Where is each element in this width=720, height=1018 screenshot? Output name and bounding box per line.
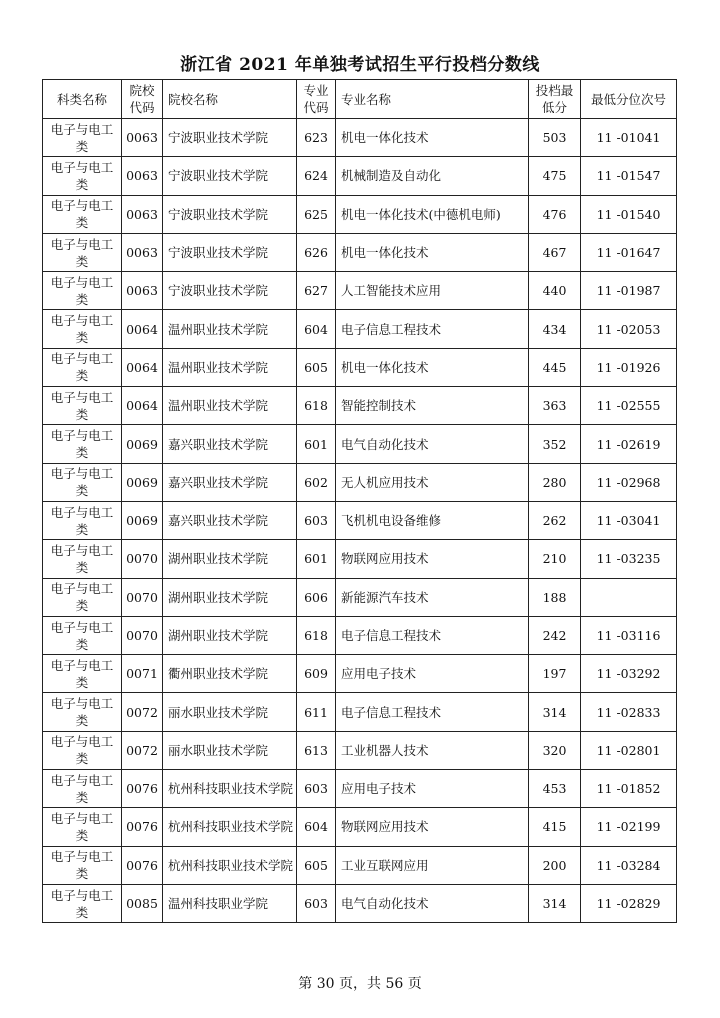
cell-school-code: 0063 xyxy=(122,233,163,271)
cell-min-score: 314 xyxy=(529,884,581,922)
cell-min-score: 262 xyxy=(529,501,581,539)
table-row xyxy=(43,655,677,693)
table-body xyxy=(43,119,677,923)
cell-school-code: 0072 xyxy=(122,731,163,769)
cell-major-code: 604 xyxy=(297,808,336,846)
cell-school-code: 0064 xyxy=(122,348,163,386)
page-footer: 第 30 页，共 56 页 xyxy=(298,976,422,992)
table-row xyxy=(43,501,677,539)
cell-min-rank: 11 -02801 xyxy=(581,731,677,769)
cell-school-name: 嘉兴职业技术学院 xyxy=(163,425,297,463)
cell-school-code: 0070 xyxy=(122,616,163,654)
cell-category: 电子与电工类 xyxy=(43,731,122,769)
cell-major-name: 机电一体化技术 xyxy=(336,233,529,271)
table-row xyxy=(43,119,677,157)
cell-school-code: 0076 xyxy=(122,846,163,884)
table-row xyxy=(43,233,677,271)
cell-min-score: 314 xyxy=(529,693,581,731)
cell-school-code: 0070 xyxy=(122,540,163,578)
cell-school-code: 0072 xyxy=(122,693,163,731)
cell-min-score: 503 xyxy=(529,119,581,157)
cell-school-code: 0064 xyxy=(122,387,163,425)
cell-school-name: 宁波职业技术学院 xyxy=(163,119,297,157)
cell-major-name: 新能源汽车技术 xyxy=(336,578,529,616)
table-row xyxy=(43,693,677,731)
cell-school-code: 0085 xyxy=(122,884,163,922)
table-row xyxy=(43,272,677,310)
table-row xyxy=(43,731,677,769)
cell-major-code: 603 xyxy=(297,501,336,539)
cell-category: 电子与电工类 xyxy=(43,616,122,654)
table-row xyxy=(43,463,677,501)
cell-min-score: 467 xyxy=(529,233,581,271)
cell-major-code: 602 xyxy=(297,463,336,501)
cell-min-rank: 11 -02968 xyxy=(581,463,677,501)
table-row xyxy=(43,884,677,922)
cell-major-name: 机电一体化技术 xyxy=(336,348,529,386)
cell-min-rank: 11 -01540 xyxy=(581,195,677,233)
header-category: 科类名称 xyxy=(43,80,122,119)
cell-min-score: 188 xyxy=(529,578,581,616)
cell-major-name: 电子信息工程技术 xyxy=(336,616,529,654)
cell-category: 电子与电工类 xyxy=(43,540,122,578)
cell-category: 电子与电工类 xyxy=(43,884,122,922)
cell-min-score: 445 xyxy=(529,348,581,386)
cell-min-rank: 11 -02833 xyxy=(581,693,677,731)
cell-min-score: 363 xyxy=(529,387,581,425)
cell-school-code: 0063 xyxy=(122,119,163,157)
cell-school-code: 0069 xyxy=(122,501,163,539)
cell-major-code: 601 xyxy=(297,540,336,578)
header-major-name: 专业名称 xyxy=(336,80,529,119)
cell-major-code: 603 xyxy=(297,884,336,922)
cell-major-code: 601 xyxy=(297,425,336,463)
cell-school-code: 0071 xyxy=(122,655,163,693)
cell-major-code: 626 xyxy=(297,233,336,271)
cell-major-name: 应用电子技术 xyxy=(336,770,529,808)
cell-school-code: 0070 xyxy=(122,578,163,616)
cell-major-name: 工业机器人技术 xyxy=(336,731,529,769)
cell-school-name: 丽水职业技术学院 xyxy=(163,731,297,769)
cell-major-code: 627 xyxy=(297,272,336,310)
cell-major-name: 工业互联网应用 xyxy=(336,846,529,884)
header-min-rank: 最低分位次号 xyxy=(581,80,677,119)
cell-category: 电子与电工类 xyxy=(43,501,122,539)
table-row xyxy=(43,846,677,884)
cell-major-name: 电气自动化技术 xyxy=(336,425,529,463)
cell-school-name: 温州职业技术学院 xyxy=(163,387,297,425)
cell-min-score: 200 xyxy=(529,846,581,884)
cell-category: 电子与电工类 xyxy=(43,578,122,616)
cell-min-rank: 11 -03284 xyxy=(581,846,677,884)
cell-category: 电子与电工类 xyxy=(43,195,122,233)
cell-min-score: 320 xyxy=(529,731,581,769)
cell-major-code: 613 xyxy=(297,731,336,769)
table-row xyxy=(43,425,677,463)
cell-min-score: 280 xyxy=(529,463,581,501)
cell-min-rank: 11 -01926 xyxy=(581,348,677,386)
cell-school-code: 0064 xyxy=(122,310,163,348)
cell-major-code: 609 xyxy=(297,655,336,693)
cell-school-code: 0069 xyxy=(122,463,163,501)
cell-category: 电子与电工类 xyxy=(43,387,122,425)
header-min-score: 投档最低分 xyxy=(529,80,581,119)
cell-category: 电子与电工类 xyxy=(43,655,122,693)
cell-school-code: 0063 xyxy=(122,272,163,310)
cell-school-name: 宁波职业技术学院 xyxy=(163,233,297,271)
table-row xyxy=(43,770,677,808)
cell-major-name: 物联网应用技术 xyxy=(336,808,529,846)
cell-min-rank: 11 -03235 xyxy=(581,540,677,578)
cell-min-rank: 11 -02555 xyxy=(581,387,677,425)
cell-min-rank: 11 -02199 xyxy=(581,808,677,846)
cell-min-rank: 11 -01852 xyxy=(581,770,677,808)
cell-major-name: 机电一体化技术 xyxy=(336,119,529,157)
cell-min-score: 453 xyxy=(529,770,581,808)
cell-min-rank xyxy=(581,578,677,616)
table-header-row xyxy=(43,80,677,119)
table-row xyxy=(43,387,677,425)
cell-major-code: 605 xyxy=(297,846,336,884)
cell-major-code: 603 xyxy=(297,770,336,808)
cell-school-name: 杭州科技职业技术学院 xyxy=(163,846,297,884)
page-title: 浙江省 2021 年单独考试招生平行投档分数线 xyxy=(180,55,540,75)
cell-school-name: 温州科技职业学院 xyxy=(163,884,297,922)
cell-school-name: 衢州职业技术学院 xyxy=(163,655,297,693)
cell-min-rank: 11 -03116 xyxy=(581,616,677,654)
cell-major-name: 人工智能技术应用 xyxy=(336,272,529,310)
cell-major-code: 618 xyxy=(297,387,336,425)
cell-major-code: 624 xyxy=(297,157,336,195)
cell-category: 电子与电工类 xyxy=(43,425,122,463)
table-row xyxy=(43,540,677,578)
table-row xyxy=(43,157,677,195)
cell-min-score: 475 xyxy=(529,157,581,195)
cell-category: 电子与电工类 xyxy=(43,157,122,195)
table-row xyxy=(43,195,677,233)
cell-min-score: 242 xyxy=(529,616,581,654)
cell-major-code: 604 xyxy=(297,310,336,348)
cell-min-score: 476 xyxy=(529,195,581,233)
header-school-code: 院校代码 xyxy=(122,80,163,119)
cell-school-name: 温州职业技术学院 xyxy=(163,348,297,386)
cell-min-rank: 11 -02619 xyxy=(581,425,677,463)
cell-min-rank: 11 -02053 xyxy=(581,310,677,348)
cell-min-score: 434 xyxy=(529,310,581,348)
cell-category: 电子与电工类 xyxy=(43,770,122,808)
cell-major-name: 物联网应用技术 xyxy=(336,540,529,578)
cell-school-name: 丽水职业技术学院 xyxy=(163,693,297,731)
cell-school-code: 0063 xyxy=(122,157,163,195)
cell-category: 电子与电工类 xyxy=(43,119,122,157)
cell-school-name: 宁波职业技术学院 xyxy=(163,272,297,310)
cell-min-rank: 11 -01987 xyxy=(581,272,677,310)
cell-school-name: 温州职业技术学院 xyxy=(163,310,297,348)
cell-school-code: 0063 xyxy=(122,195,163,233)
cell-school-name: 湖州职业技术学院 xyxy=(163,616,297,654)
cell-major-code: 618 xyxy=(297,616,336,654)
table-row xyxy=(43,578,677,616)
cell-category: 电子与电工类 xyxy=(43,348,122,386)
cell-major-code: 606 xyxy=(297,578,336,616)
cell-school-code: 0069 xyxy=(122,425,163,463)
table-row xyxy=(43,310,677,348)
table-row xyxy=(43,808,677,846)
cell-category: 电子与电工类 xyxy=(43,463,122,501)
cell-min-rank: 11 -03041 xyxy=(581,501,677,539)
cell-category: 电子与电工类 xyxy=(43,846,122,884)
cell-major-name: 电气自动化技术 xyxy=(336,884,529,922)
cell-min-score: 440 xyxy=(529,272,581,310)
cell-major-code: 623 xyxy=(297,119,336,157)
cell-min-score: 197 xyxy=(529,655,581,693)
cell-school-code: 0076 xyxy=(122,770,163,808)
cell-major-code: 611 xyxy=(297,693,336,731)
cell-min-score: 352 xyxy=(529,425,581,463)
cell-major-name: 电子信息工程技术 xyxy=(336,693,529,731)
cell-category: 电子与电工类 xyxy=(43,310,122,348)
cell-major-name: 电子信息工程技术 xyxy=(336,310,529,348)
table-row xyxy=(43,616,677,654)
cell-min-rank: 11 -01647 xyxy=(581,233,677,271)
cell-major-name: 机电一体化技术(中德机电师) xyxy=(336,195,529,233)
cell-major-name: 无人机应用技术 xyxy=(336,463,529,501)
header-school-name: 院校名称 xyxy=(163,80,297,119)
cell-min-rank: 11 -01041 xyxy=(581,119,677,157)
cell-major-name: 机械制造及自动化 xyxy=(336,157,529,195)
cell-major-code: 625 xyxy=(297,195,336,233)
cell-min-rank: 11 -02829 xyxy=(581,884,677,922)
cell-major-name: 飞机机电设备维修 xyxy=(336,501,529,539)
cell-school-name: 嘉兴职业技术学院 xyxy=(163,463,297,501)
cell-category: 电子与电工类 xyxy=(43,808,122,846)
cell-major-name: 应用电子技术 xyxy=(336,655,529,693)
cell-school-name: 杭州科技职业技术学院 xyxy=(163,808,297,846)
table-row xyxy=(43,348,677,386)
cell-min-score: 210 xyxy=(529,540,581,578)
cell-school-name: 宁波职业技术学院 xyxy=(163,195,297,233)
cell-category: 电子与电工类 xyxy=(43,693,122,731)
cell-school-name: 湖州职业技术学院 xyxy=(163,578,297,616)
cell-major-code: 605 xyxy=(297,348,336,386)
cell-min-rank: 11 -01547 xyxy=(581,157,677,195)
score-table xyxy=(42,79,677,923)
cell-school-name: 杭州科技职业技术学院 xyxy=(163,770,297,808)
cell-school-code: 0076 xyxy=(122,808,163,846)
header-major-code: 专业代码 xyxy=(297,80,336,119)
cell-category: 电子与电工类 xyxy=(43,233,122,271)
cell-min-rank: 11 -03292 xyxy=(581,655,677,693)
cell-major-name: 智能控制技术 xyxy=(336,387,529,425)
cell-school-name: 嘉兴职业技术学院 xyxy=(163,501,297,539)
cell-school-name: 宁波职业技术学院 xyxy=(163,157,297,195)
cell-school-name: 湖州职业技术学院 xyxy=(163,540,297,578)
cell-min-score: 415 xyxy=(529,808,581,846)
cell-category: 电子与电工类 xyxy=(43,272,122,310)
